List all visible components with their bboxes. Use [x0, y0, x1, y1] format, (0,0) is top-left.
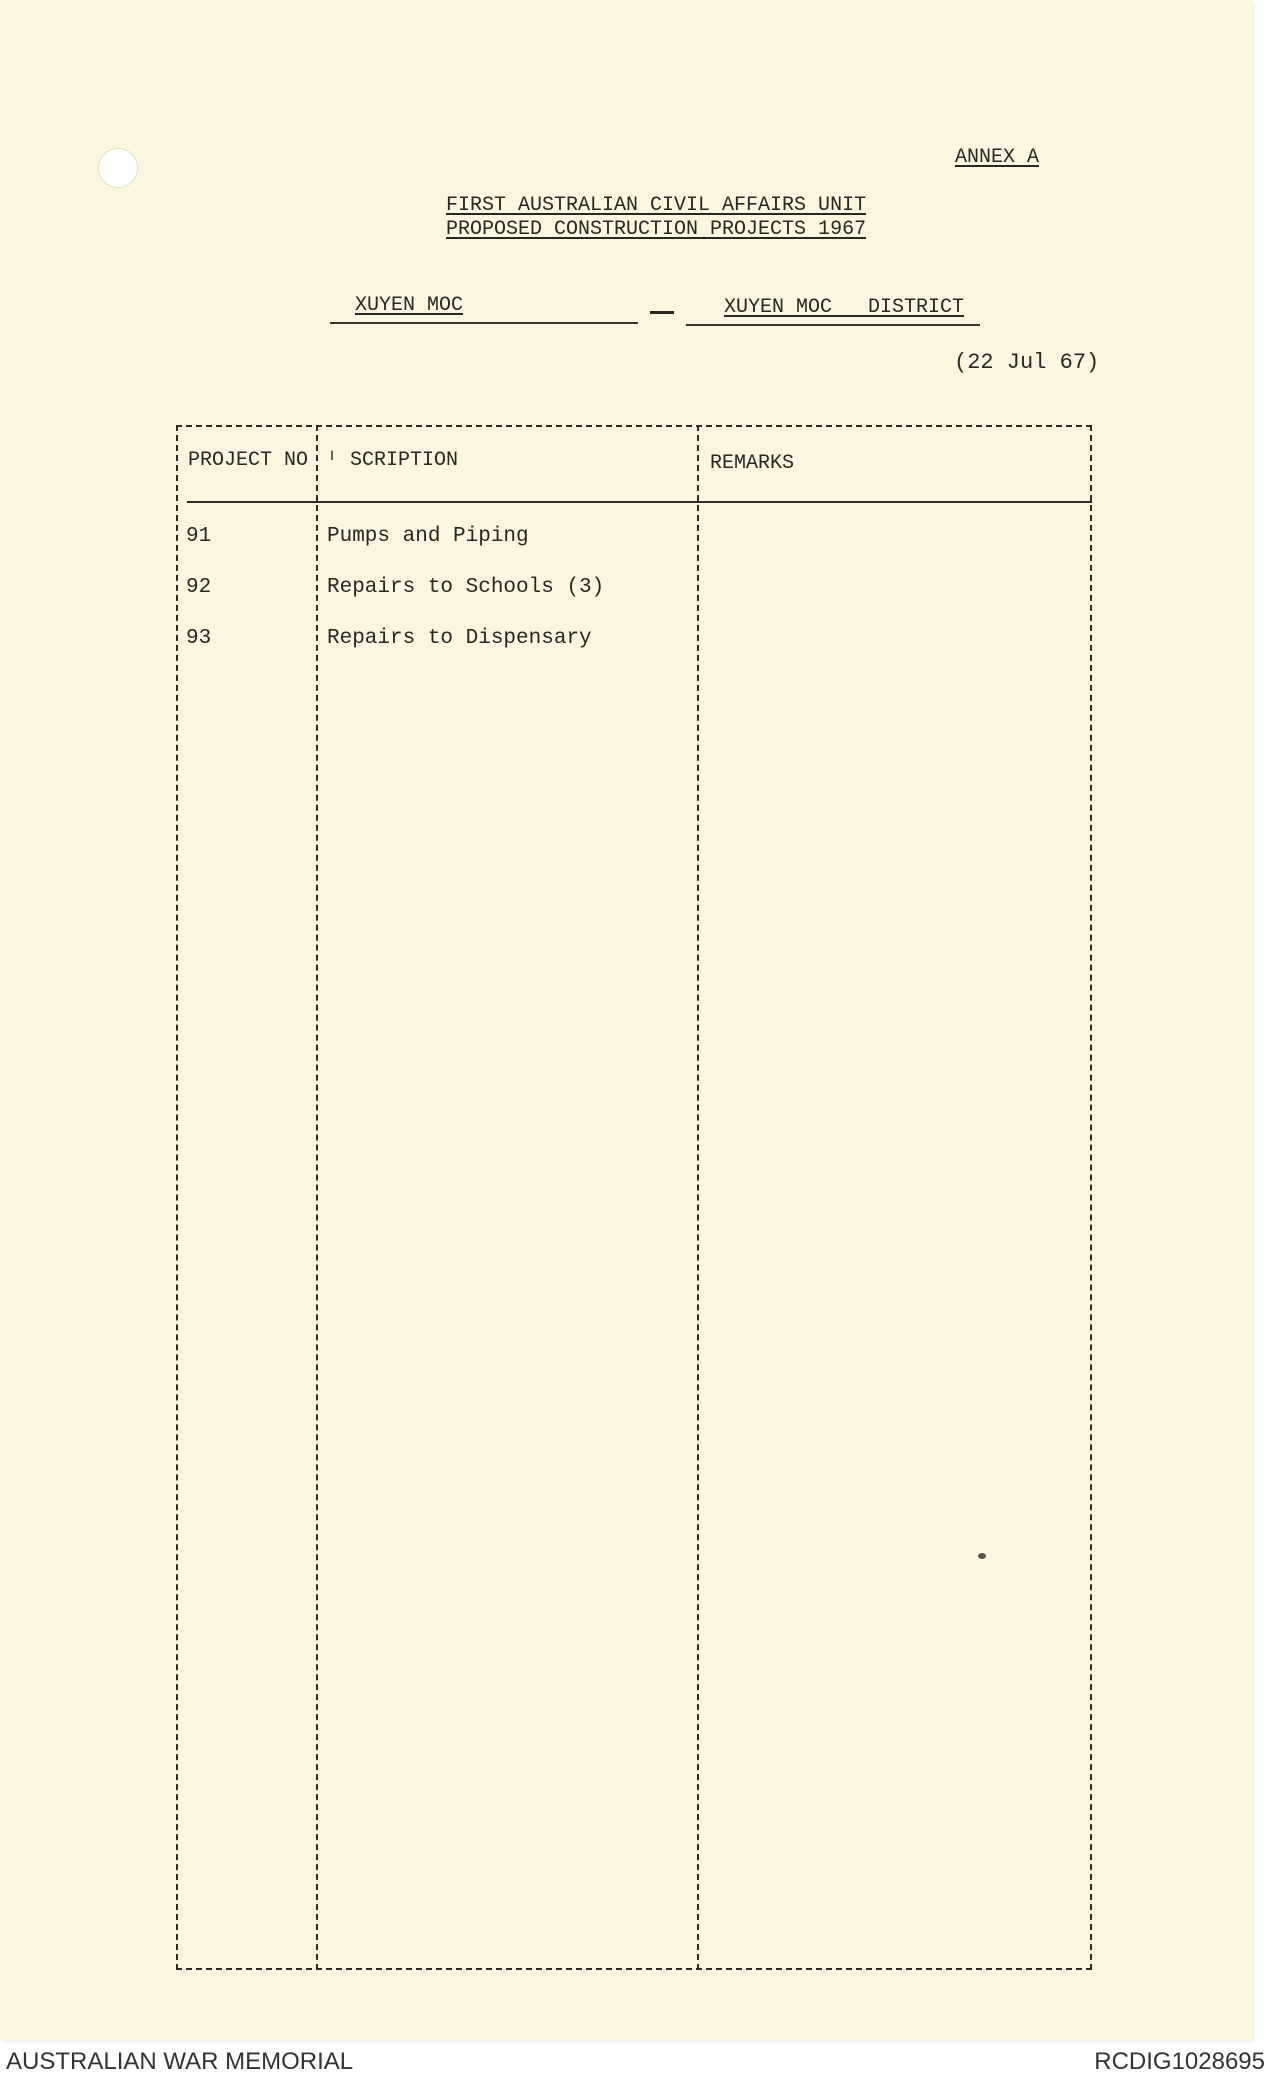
district-field — [686, 296, 980, 326]
header-project-no: PROJECT NO — [188, 449, 309, 472]
title-line-2: PROPOSED CONSTRUCTION PROJECTS 1967 — [446, 218, 867, 241]
row-description: Repairs to Schools (3) — [327, 576, 605, 599]
punch-hole — [98, 148, 138, 188]
column-divider-2 — [697, 425, 699, 1970]
village-name: XUYEN MOC — [355, 294, 464, 317]
row-description: Repairs to Dispensary — [327, 627, 592, 650]
district-name: XUYEN MOC DISTRICT — [724, 296, 965, 319]
ink-spot — [978, 1553, 986, 1559]
column-divider-1 — [316, 425, 318, 1970]
footer-id: RCDIG1028695 — [1094, 2048, 1265, 2075]
document-title — [446, 194, 866, 242]
row-project-no: 93 — [186, 627, 212, 650]
separator-dash — [650, 311, 674, 314]
row-project-no: 91 — [186, 525, 212, 548]
title-line-1: FIRST AUSTRALIAN CIVIL AFFAIRS UNIT — [446, 194, 867, 217]
row-description: Pumps and Piping — [327, 525, 529, 548]
footer-source: AUSTRALIAN WAR MEMORIAL — [6, 2048, 354, 2075]
annex-label: ANNEX A — [955, 146, 1040, 169]
document-date: (22 Jul 67) — [954, 350, 1100, 375]
row-project-no: 92 — [186, 576, 212, 599]
projects-table — [176, 425, 1092, 1970]
table-header-rule — [187, 501, 1092, 503]
header-remarks: REMARKS — [710, 452, 795, 475]
header-description: ᴵ SCRIPTION — [326, 449, 459, 472]
village-field — [330, 294, 638, 324]
